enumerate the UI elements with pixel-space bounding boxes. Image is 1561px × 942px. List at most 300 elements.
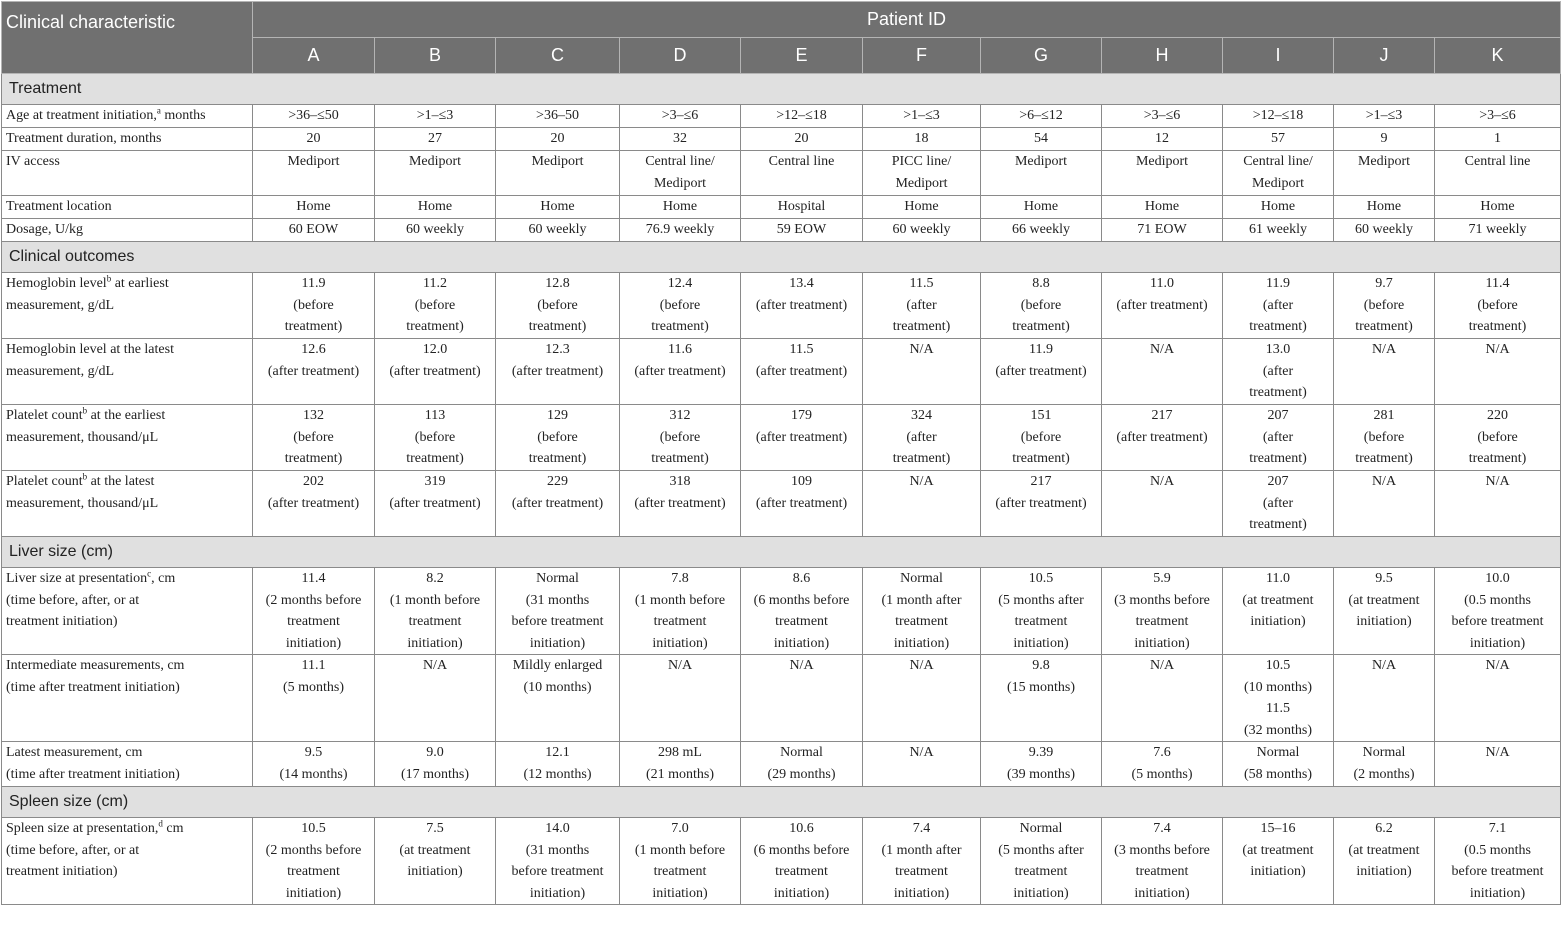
label-text: at the latest — [87, 474, 155, 489]
cell-line: N/A — [1485, 658, 1510, 673]
cell-line: (5 months after — [998, 842, 1084, 858]
patient-header: G — [981, 38, 1102, 74]
cell-line: 9.8 — [1032, 658, 1050, 673]
cell-line: 11.9 — [301, 276, 326, 291]
label-text: treatment initiation) — [6, 864, 118, 879]
table-cell — [253, 568, 375, 655]
table-row — [2, 219, 1561, 242]
table-cell: Home — [496, 196, 620, 219]
table-cell — [620, 568, 741, 655]
patient-header: D — [620, 38, 741, 74]
cell-line: N/A — [1371, 474, 1397, 489]
table-cell — [253, 655, 375, 742]
cell-line: 10.5 — [301, 821, 326, 836]
label-text: measurement, thousand/μL — [6, 495, 159, 511]
table-cell — [1102, 655, 1223, 742]
table-cell — [1435, 273, 1561, 339]
table-cell: >6–≤12 — [981, 105, 1102, 128]
cell-line: N/A — [1149, 342, 1175, 357]
table-cell — [375, 471, 496, 537]
table-row — [2, 405, 1561, 471]
cell-line: (5 months) — [1131, 766, 1193, 782]
cell-line: (0.5 months — [1464, 842, 1531, 858]
table-cell — [1102, 471, 1223, 537]
table-cell — [1102, 568, 1223, 655]
cell-line: 10.6 — [789, 821, 814, 836]
table-row — [2, 339, 1561, 405]
table-cell — [1223, 818, 1334, 905]
table-cell — [1223, 405, 1334, 471]
clinical-table — [1, 1, 1561, 905]
label-text: (time before, after, or at — [6, 842, 140, 858]
row-label — [2, 655, 253, 742]
cell-line: treatment) — [892, 319, 951, 334]
cell-line: (before — [293, 429, 334, 445]
cell-line: 109 — [791, 474, 812, 489]
cell-line: (10 months) — [523, 679, 592, 695]
cell-line: (12 months) — [523, 766, 592, 782]
table-cell — [496, 339, 620, 405]
cell-line: (1 month before — [389, 592, 481, 608]
cell-line: Mediport — [287, 154, 340, 169]
cell-line: 9.0 — [426, 745, 444, 760]
label-text: months — [160, 108, 206, 123]
cell-line: Central line — [1464, 154, 1531, 169]
cell-line: 207 — [1267, 408, 1289, 423]
section-title: Spleen size (cm) — [2, 787, 1561, 818]
table-cell — [981, 471, 1102, 537]
row-label — [2, 742, 253, 787]
table-cell — [1334, 471, 1435, 537]
cell-line: Mediport — [1251, 175, 1305, 191]
cell-line: initiation) — [1469, 885, 1526, 901]
cell-line: (17 months) — [400, 766, 470, 782]
label-text: measurement, g/dL — [6, 297, 115, 313]
table-cell — [981, 339, 1102, 405]
cell-line: treatment) — [1249, 517, 1307, 532]
cell-line: initiation) — [1356, 614, 1412, 629]
cell-line: (before — [1020, 429, 1062, 445]
cell-line: 151 — [1030, 408, 1052, 423]
cell-line: (2 months before — [265, 842, 362, 858]
cell-line: initiation) — [893, 635, 950, 651]
cell-line: 9.5 — [304, 745, 323, 760]
cell-line: 11.5 — [789, 342, 814, 357]
table-row — [2, 818, 1561, 905]
table-cell: Hospital — [741, 196, 863, 219]
cell-line: initiation) — [407, 864, 463, 879]
cell-line: treatment) — [651, 451, 709, 466]
cell-line: N/A — [1149, 658, 1175, 673]
patient-header: J — [1334, 38, 1435, 74]
table-cell — [863, 405, 981, 471]
table-cell — [496, 151, 620, 196]
cell-line: 12.3 — [545, 342, 570, 357]
cell-line: (1 month after — [881, 592, 962, 608]
cell-line: initiation) — [1250, 864, 1306, 879]
table-cell — [1334, 339, 1435, 405]
table-cell — [1435, 405, 1561, 471]
table-row — [2, 151, 1561, 196]
section-title: Clinical outcomes — [2, 242, 1561, 273]
cell-line: (before — [414, 297, 456, 313]
table-cell: Home — [981, 196, 1102, 219]
cell-line: 7.4 — [1153, 821, 1171, 836]
cell-line: 12.6 — [301, 342, 326, 357]
table-row — [2, 105, 1561, 128]
cell-line: (after — [1262, 495, 1294, 511]
cell-line: 207 — [1267, 474, 1289, 489]
cell-line: Mediport — [1357, 154, 1411, 169]
cell-line: (1 month before — [634, 842, 726, 858]
label-text: Platelet count — [6, 408, 83, 423]
cell-line: (10 months) — [1243, 679, 1313, 695]
cell-line: (after treatment) — [1116, 297, 1208, 313]
cell-line: N/A — [909, 745, 934, 760]
cell-line: 129 — [547, 408, 568, 423]
cell-line: 11.6 — [668, 342, 692, 357]
cell-line: (at treatment — [1242, 592, 1314, 608]
table-cell — [496, 818, 620, 905]
label-text: (time after treatment initiation) — [6, 679, 180, 695]
table-cell: 20 — [496, 128, 620, 151]
cell-line: treatment — [895, 614, 948, 629]
table-cell — [496, 742, 620, 787]
cell-line: 132 — [303, 408, 324, 423]
cell-line: 7.1 — [1488, 821, 1507, 836]
table-cell — [1435, 818, 1561, 905]
cell-line: Central line/ — [645, 154, 715, 169]
table-cell — [863, 742, 981, 787]
cell-line: treatment) — [1468, 451, 1527, 466]
table-row — [2, 742, 1561, 787]
table-cell — [981, 655, 1102, 742]
cell-line: (39 months) — [1006, 766, 1076, 782]
cell-line: treatment) — [651, 319, 709, 334]
table-cell: 18 — [863, 128, 981, 151]
cell-line: treatment — [287, 864, 340, 879]
cell-line: Normal — [1362, 745, 1406, 760]
table-cell — [375, 655, 496, 742]
cell-line: (before — [537, 429, 578, 445]
table-cell — [1223, 655, 1334, 742]
cell-line: (6 months before — [753, 842, 850, 858]
cell-line: (before — [1477, 429, 1518, 445]
table-cell: >12–≤18 — [741, 105, 863, 128]
cell-line: 12.4 — [667, 276, 693, 291]
cell-line: treatment) — [406, 319, 464, 334]
cell-line: 7.5 — [426, 821, 444, 836]
cell-line: (after treatment) — [389, 495, 481, 511]
label-text: Hemoglobin level — [6, 276, 107, 291]
cell-line: 217 — [1151, 408, 1173, 423]
table-cell: 60 weekly — [863, 219, 981, 242]
cell-line: (21 months) — [645, 766, 715, 782]
table-cell: >12–≤18 — [1223, 105, 1334, 128]
patient-header: K — [1435, 38, 1561, 74]
cell-line: (after treatment) — [755, 429, 848, 445]
cell-line: Mediport — [531, 154, 584, 169]
row-label: Treatment location — [2, 196, 253, 219]
label-text: measurement, g/dL — [6, 363, 115, 379]
label-text: Hemoglobin level at the latest — [6, 342, 174, 357]
table-cell: Home — [1102, 196, 1223, 219]
cell-line: (2 months before — [265, 592, 362, 608]
cell-line: 7.6 — [1153, 745, 1171, 760]
row-label — [2, 273, 253, 339]
label-text: , cm — [151, 571, 176, 586]
table-cell — [1435, 339, 1561, 405]
cell-line: (1 month after — [881, 842, 962, 858]
table-cell: Home — [863, 196, 981, 219]
cell-line: 6.2 — [1375, 821, 1393, 836]
cell-line: initiation) — [285, 885, 342, 901]
label-text: treatment initiation) — [6, 614, 118, 629]
cell-line: (before — [1477, 297, 1518, 313]
table-cell: 60 weekly — [1334, 219, 1435, 242]
table-cell: 71 EOW — [1102, 219, 1223, 242]
cell-line: 229 — [547, 474, 568, 489]
row-label — [2, 818, 253, 905]
cell-line: (after treatment) — [511, 363, 604, 379]
cell-line: treatment) — [528, 319, 587, 334]
cell-line: (32 months) — [1243, 722, 1313, 738]
cell-line: initiation) — [1134, 885, 1190, 901]
cell-line: treatment) — [1012, 319, 1070, 334]
table-cell — [253, 273, 375, 339]
cell-line: 13.4 — [789, 276, 814, 291]
cell-line: (14 months) — [279, 766, 348, 782]
cell-line: 220 — [1487, 408, 1509, 423]
label-text: Latest measurement, cm — [6, 745, 143, 760]
cell-line: (after — [1262, 297, 1294, 313]
footnote-marker: c — [147, 568, 152, 579]
cell-line: treatment) — [528, 451, 587, 466]
cell-line: 179 — [791, 408, 812, 423]
section-row — [2, 74, 1561, 105]
cell-line: before treatment — [511, 614, 604, 629]
table-cell: 71 weekly — [1435, 219, 1561, 242]
cell-line: initiation) — [1013, 635, 1069, 651]
cell-line: (after treatment) — [634, 363, 726, 379]
label-text: at earliest — [114, 276, 169, 291]
cell-line: 319 — [424, 474, 446, 489]
table-cell: >36–50 — [496, 105, 620, 128]
cell-line: 12.0 — [422, 342, 448, 357]
cell-line: treatment — [775, 864, 828, 879]
cell-line: initiation) — [773, 885, 830, 901]
row-label: IV access — [2, 151, 253, 196]
cell-line: initiation) — [1469, 635, 1526, 651]
patient-header: E — [741, 38, 863, 74]
cell-line: 324 — [911, 408, 932, 423]
cell-line: N/A — [909, 658, 934, 673]
label-text: Intermediate measurements, cm — [6, 658, 185, 673]
label-text: cm — [162, 821, 184, 836]
cell-line: 12.8 — [545, 276, 570, 291]
table-cell — [863, 151, 981, 196]
cell-line: 11.0 — [1150, 276, 1174, 291]
cell-line: treatment) — [892, 451, 951, 466]
table-cell — [496, 405, 620, 471]
cell-line: 113 — [424, 408, 446, 423]
cell-line: (at treatment — [399, 842, 471, 858]
table-cell — [1435, 655, 1561, 742]
table-cell: 12 — [1102, 128, 1223, 151]
patient-header: B — [375, 38, 496, 74]
cell-line: (before — [1020, 297, 1062, 313]
table-cell — [981, 742, 1102, 787]
cell-line: (after treatment) — [755, 363, 848, 379]
label-text: Liver size at presentation — [6, 571, 148, 586]
table-row — [2, 128, 1561, 151]
cell-line: 9.5 — [1375, 571, 1393, 586]
table-cell: 76.9 weekly — [620, 219, 741, 242]
table-cell — [1223, 151, 1334, 196]
table-cell — [981, 273, 1102, 339]
table-cell: Home — [375, 196, 496, 219]
table-cell — [1334, 568, 1435, 655]
cell-line: (after — [1262, 429, 1294, 445]
cell-line: N/A — [1485, 474, 1510, 489]
cell-line: treatment — [653, 614, 707, 629]
cell-line: initiation) — [1250, 614, 1306, 629]
table-row — [2, 196, 1561, 219]
cell-line: (3 months before — [1114, 592, 1210, 608]
section-title: Treatment — [2, 74, 1561, 105]
table-cell: 60 EOW — [253, 219, 375, 242]
cell-line: N/A — [1149, 474, 1175, 489]
cell-line: N/A — [1485, 745, 1510, 760]
cell-line: 281 — [1373, 408, 1395, 423]
table-cell — [741, 818, 863, 905]
table-cell: 66 weekly — [981, 219, 1102, 242]
cell-line: (at treatment — [1242, 842, 1314, 858]
cell-line: N/A — [1371, 342, 1397, 357]
cell-line: initiation) — [1134, 635, 1190, 651]
table-cell — [863, 568, 981, 655]
cell-line: initiation) — [893, 885, 950, 901]
table-row — [2, 273, 1561, 339]
section-row — [2, 242, 1561, 273]
cell-line: 217 — [1030, 474, 1052, 489]
cell-line: Mediport — [408, 154, 462, 169]
cell-line: (58 months) — [1243, 766, 1313, 782]
cell-line: initiation) — [773, 635, 830, 651]
cell-line: N/A — [667, 658, 693, 673]
cell-line: before treatment — [1451, 614, 1544, 629]
table-cell — [863, 339, 981, 405]
footnote-marker: b — [82, 405, 88, 416]
table-cell — [253, 818, 375, 905]
table-cell: >1–≤3 — [863, 105, 981, 128]
table-cell — [1102, 742, 1223, 787]
cell-line: 8.2 — [426, 571, 444, 586]
cell-line: before treatment — [1451, 864, 1544, 879]
cell-line: treatment) — [1355, 319, 1413, 334]
table-cell — [1102, 339, 1223, 405]
table-cell: 60 weekly — [375, 219, 496, 242]
table-cell — [375, 273, 496, 339]
cell-line: treatment — [408, 614, 462, 629]
cell-line: 7.0 — [671, 821, 689, 836]
row-label — [2, 339, 253, 405]
cell-line: Mediport — [1135, 154, 1189, 169]
cell-line: Normal — [1019, 821, 1063, 836]
cell-line: Mildly enlarged — [512, 658, 603, 673]
table-cell — [620, 405, 741, 471]
footnote-marker: a — [156, 105, 161, 116]
patient-header: C — [496, 38, 620, 74]
label-text: Platelet count — [6, 474, 83, 489]
cell-line: 8.8 — [1032, 276, 1050, 291]
table-cell: >36–≤50 — [253, 105, 375, 128]
table-cell — [1435, 471, 1561, 537]
table-cell — [1223, 339, 1334, 405]
label-text: (time before, after, or at — [6, 592, 140, 608]
cell-line: initiation) — [285, 635, 342, 651]
row-label — [2, 568, 253, 655]
table-cell: 57 — [1223, 128, 1334, 151]
cell-line: initiation) — [529, 635, 586, 651]
cell-line: (6 months before — [753, 592, 850, 608]
table-cell: 60 weekly — [496, 219, 620, 242]
cell-line: treatment) — [1249, 319, 1307, 334]
cell-line: (after — [1262, 363, 1294, 379]
table-cell — [1102, 273, 1223, 339]
table-cell: 27 — [375, 128, 496, 151]
table-cell — [620, 151, 741, 196]
table-cell: 1 — [1435, 128, 1561, 151]
cell-line: (before — [293, 297, 334, 313]
cell-line: (after treatment) — [1116, 429, 1208, 445]
row-label — [2, 471, 253, 537]
table-cell — [1334, 151, 1435, 196]
cell-line: (after treatment) — [511, 495, 604, 511]
table-cell — [981, 151, 1102, 196]
table-row — [2, 655, 1561, 742]
cell-line: (after treatment) — [267, 495, 360, 511]
table-cell — [375, 742, 496, 787]
cell-line: treatment — [895, 864, 948, 879]
cell-line: N/A — [422, 658, 448, 673]
row-label — [2, 405, 253, 471]
table-cell — [375, 339, 496, 405]
table-cell — [741, 339, 863, 405]
cell-line: (after — [906, 429, 937, 445]
cell-line: 10.0 — [1485, 571, 1510, 586]
cell-line: (before — [1363, 429, 1405, 445]
cell-line: N/A — [909, 342, 934, 357]
cell-line: 7.8 — [671, 571, 689, 586]
table-cell — [253, 471, 375, 537]
cell-line: N/A — [909, 474, 934, 489]
cell-line: 11.5 — [1266, 701, 1290, 716]
table-cell: 32 — [620, 128, 741, 151]
cell-line: 298 mL — [658, 745, 702, 760]
cell-line: treatment — [1014, 864, 1068, 879]
cell-line: 11.4 — [1485, 276, 1510, 291]
table-cell — [1334, 818, 1435, 905]
cell-line: (3 months before — [1114, 842, 1210, 858]
table-cell: 20 — [253, 128, 375, 151]
patient-header: A — [253, 38, 375, 74]
table-cell: 54 — [981, 128, 1102, 151]
cell-line: (15 months) — [1006, 679, 1076, 695]
cell-line: treatment — [1135, 614, 1189, 629]
table-cell — [620, 471, 741, 537]
cell-line: initiation) — [407, 635, 463, 651]
